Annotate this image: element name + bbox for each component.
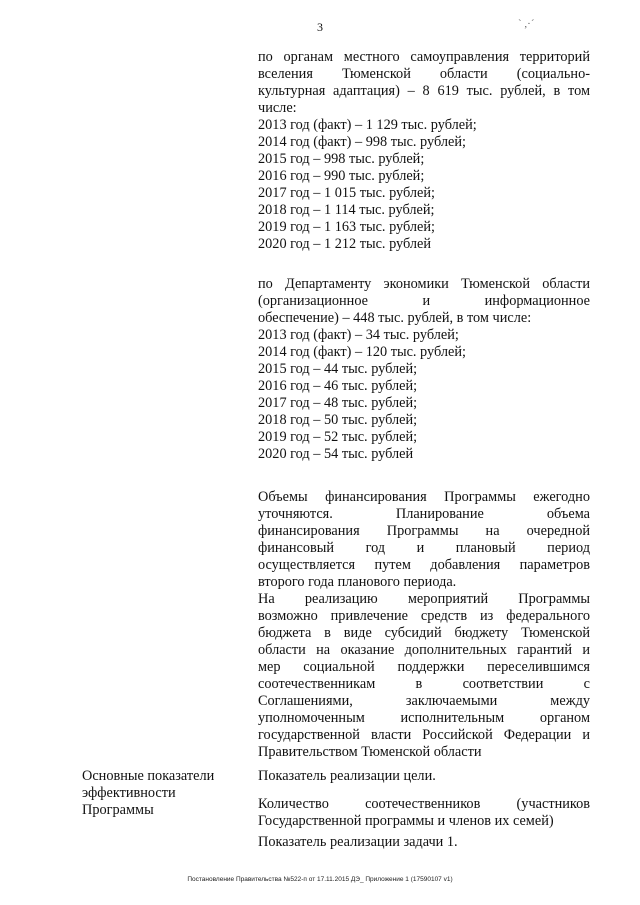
funding-economy-dept-block <box>258 276 590 463</box>
text-line: Объемы финансирования Программы ежегодно <box>258 489 590 505</box>
year-line: 2014 год (факт) – 120 тыс. рублей; <box>258 344 467 360</box>
indicators-label <box>82 768 252 819</box>
text-line: Государственной программы и членов их семей) <box>258 813 554 829</box>
document-footer: Постановление Правительства №522-п от 17.11.2015 ДЭ_ Приложение 1 (17590107 v1) <box>187 876 453 883</box>
text-line: второго года планового периода. <box>258 574 457 590</box>
text-line: уполномоченным исполнительным органом <box>258 710 590 726</box>
text-line: вселения Тюменской области (социально- <box>258 66 590 82</box>
scan-mark: ` ,·´ <box>518 18 535 30</box>
year-line: 2018 год – 1 114 тыс. рублей; <box>258 202 435 218</box>
label-line: Программы <box>82 802 154 818</box>
text-line: бюджета в виде субсидий бюджету Тюменской <box>258 625 590 641</box>
text-line: Показатель реализации задачи 1. <box>258 834 458 850</box>
text-line: уточняются. Планирование объема <box>258 506 590 522</box>
compatriots-count-block <box>258 796 590 830</box>
label-line: эффективности <box>82 785 176 801</box>
text-line: по Департаменту экономики Тюменской области <box>258 276 590 292</box>
text-line: области на оказание дополнительных гарантий и <box>258 642 590 658</box>
text-line: На реализацию мероприятий Программы <box>258 591 590 607</box>
text-line: финансирования Программы на очередной <box>258 523 590 539</box>
text-line: финансовый год и плановый период <box>258 540 590 556</box>
year-line: 2017 год – 48 тыс. рублей; <box>258 395 418 411</box>
year-line: 2016 год – 990 тыс. рублей; <box>258 168 425 184</box>
funding-notes-block <box>258 489 590 761</box>
text-line: (организационное и информационное <box>258 293 590 309</box>
text-line: обеспечение) – 448 тыс. рублей, в том числе: <box>258 310 532 326</box>
goal-indicator-block <box>258 768 590 785</box>
year-line: 2018 год – 50 тыс. рублей; <box>258 412 418 428</box>
page-number: 3 <box>317 20 323 34</box>
funding-municipal-block <box>258 49 590 253</box>
text-line: культурная адаптация) – 8 619 тыс. рублей, в том <box>258 83 590 99</box>
text-line: возможно привлечение средств из федерального <box>258 608 590 624</box>
text-line: Соглашениями, заключаемыми между <box>258 693 590 709</box>
year-line: 2015 год – 44 тыс. рублей; <box>258 361 418 377</box>
year-line: 2013 год (факт) – 1 129 тыс. рублей; <box>258 117 477 133</box>
task-indicator-block <box>258 834 590 851</box>
year-line: 2013 год (факт) – 34 тыс. рублей; <box>258 327 459 343</box>
year-line: 2014 год (факт) – 998 тыс. рублей; <box>258 134 467 150</box>
text-line: по органам местного самоуправления территорий <box>258 49 590 65</box>
text-line: мер социальной поддержки переселившимся <box>258 659 590 675</box>
year-line: 2015 год – 998 тыс. рублей; <box>258 151 425 167</box>
text-line: Количество соотечественников (участников <box>258 796 590 812</box>
text-line: государственной власти Российской Федерации и <box>258 727 590 743</box>
text-line: соотечественникам в соответствии с <box>258 676 590 692</box>
year-line: 2020 год – 54 тыс. рублей <box>258 446 414 462</box>
text-line: числе: <box>258 100 297 116</box>
year-line: 2020 год – 1 212 тыс. рублей <box>258 236 432 252</box>
year-line: 2017 год – 1 015 тыс. рублей; <box>258 185 436 201</box>
text-line: Правительством Тюменской области <box>258 744 482 760</box>
label-line: Основные показатели <box>82 768 215 784</box>
text-line: осуществляется путем добавления параметров <box>258 557 590 573</box>
text-line: Показатель реализации цели. <box>258 768 436 784</box>
year-line: 2019 год – 52 тыс. рублей; <box>258 429 418 445</box>
year-line: 2019 год – 1 163 тыс. рублей; <box>258 219 436 235</box>
year-line: 2016 год – 46 тыс. рублей; <box>258 378 418 394</box>
